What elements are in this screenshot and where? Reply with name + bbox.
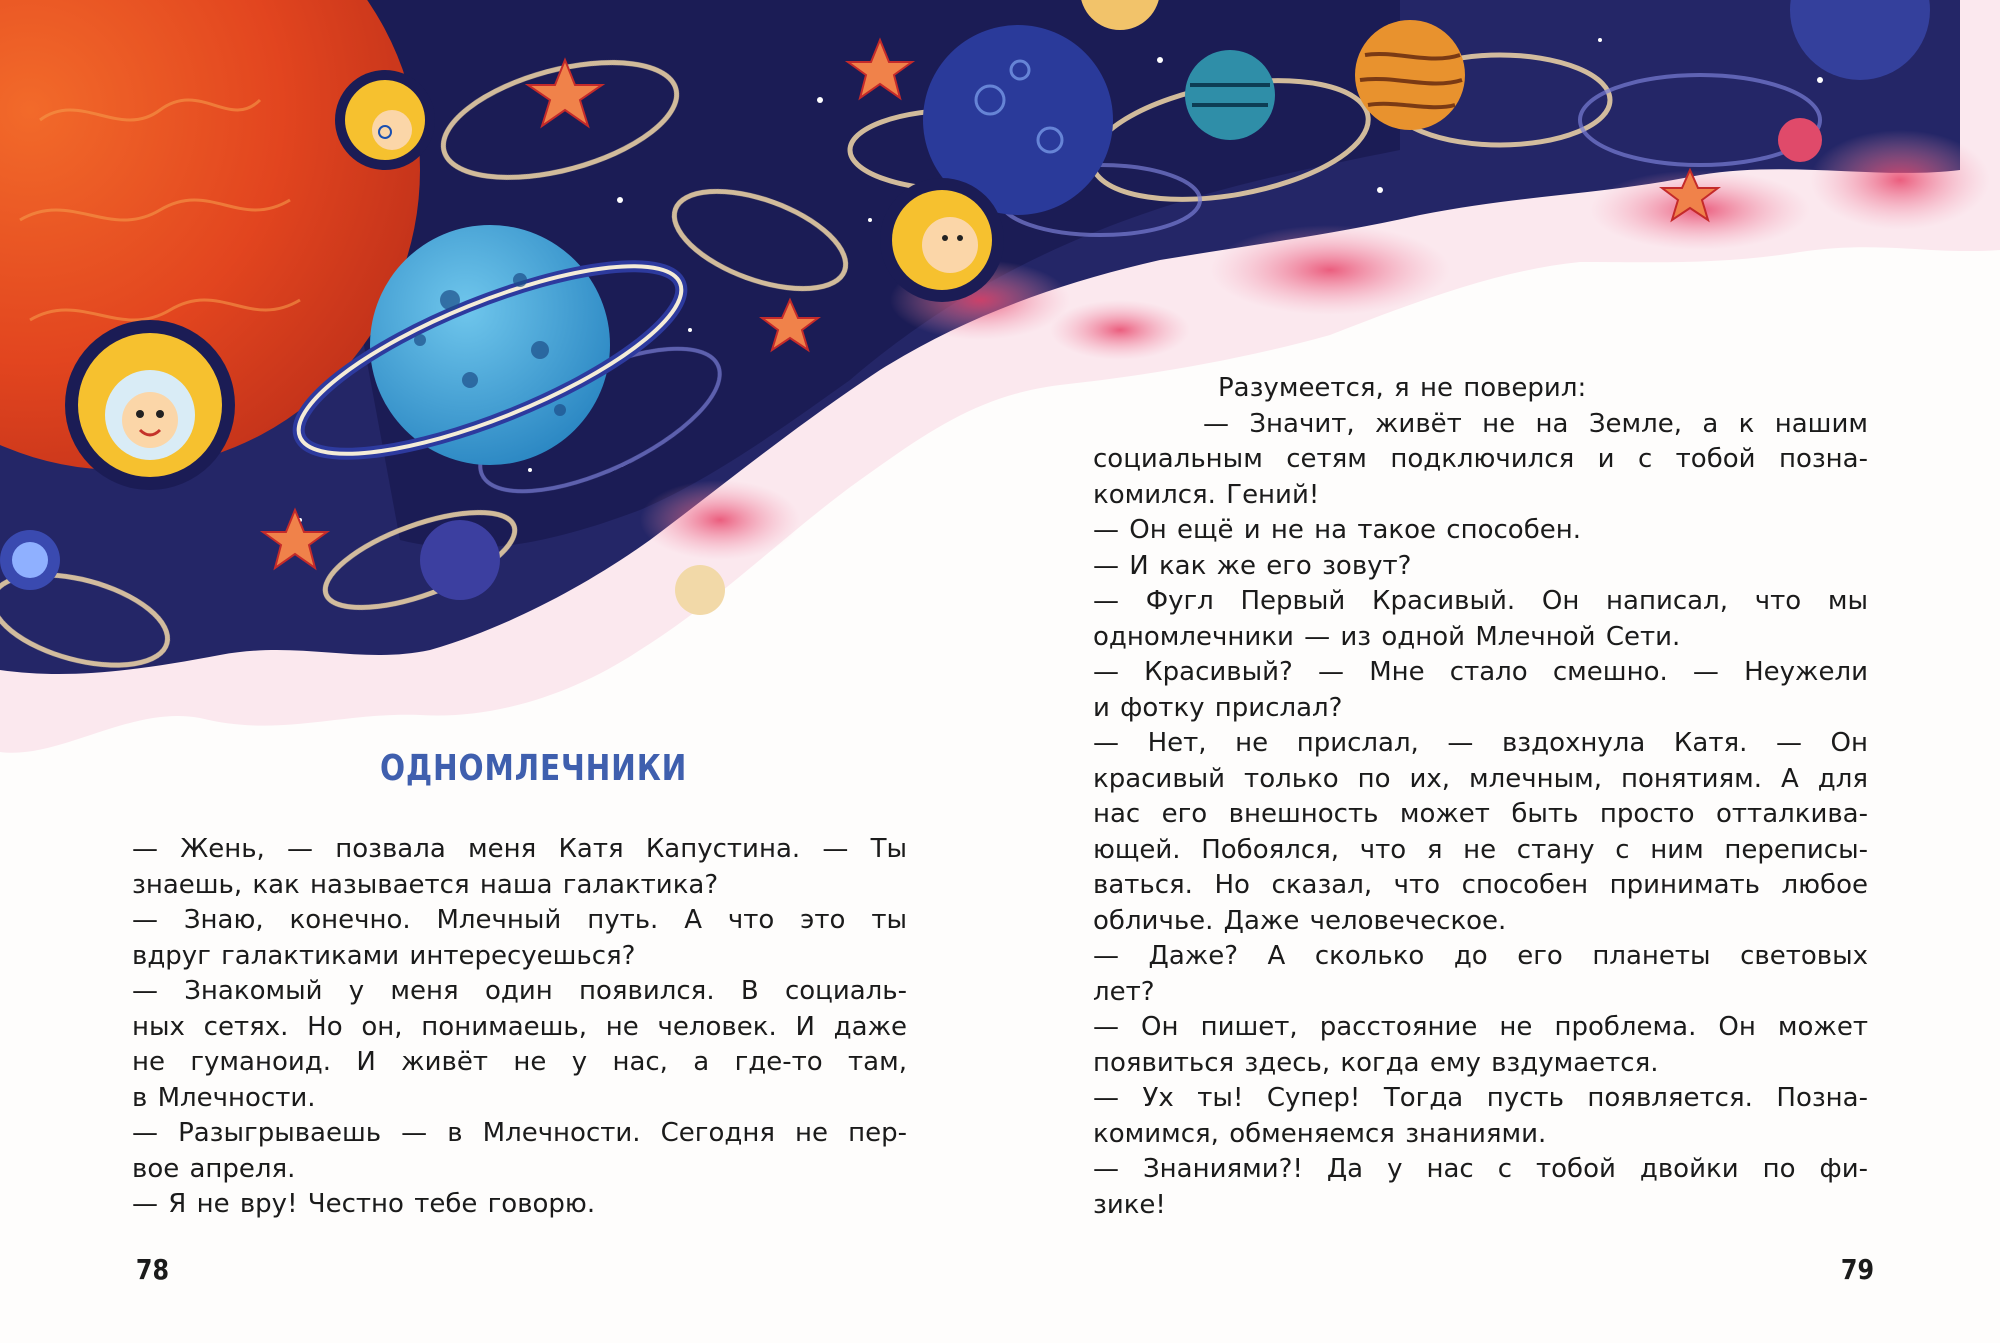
text-line: — Красивый? — Мне стало смешно. — Неужели [1093, 657, 1868, 687]
text-line: вдруг галактиками интересуешься? [132, 940, 636, 971]
text-line: вое апреля. [132, 1153, 296, 1184]
text-line: — Жень, — позвала меня Катя Капустина. — Ты [132, 834, 907, 864]
text-line: — Нет, не прислал, — вздохнула Катя. — Он [1093, 728, 1868, 758]
text-line: нас его внешность может быть просто отталкива- [1093, 799, 1868, 829]
text-line: социальным сетям подключился и с тобой позна- [1093, 444, 1868, 474]
page-number-right: 79 [1840, 1253, 1875, 1286]
text-line: — И как же его зовут? [1093, 550, 1412, 581]
text-line: — Он пишет, расстояние не проблема. Он может [1093, 1012, 1868, 1042]
text-line: — Разыгрываешь — в Млечности. Сегодня не пер- [132, 1118, 907, 1148]
text-line: не гуманоид. И живёт не у нас, а где-то там, [132, 1047, 907, 1077]
page-number-left: 78 [135, 1253, 170, 1286]
text-line: ных сетях. Но он, понимаешь, не человек. И даже [132, 1011, 907, 1042]
chapter-title: ОДНОМЛЕЧНИКИ [380, 748, 688, 789]
text-line: — Фугл Первый Красивый. Он написал, что мы [1093, 586, 1868, 616]
text-line: комимся, обменяемся знаниями. [1093, 1118, 1547, 1149]
right-page-text [1093, 371, 1868, 1223]
text-line: обличье. Даже человеческое. [1093, 905, 1507, 936]
text-line: и фотку прислал? [1093, 692, 1343, 723]
text-line: — Даже? А сколько до его планеты световых [1093, 941, 1868, 971]
text-line: — Знаниями?! Да у нас с тобой двойки по фи- [1093, 1154, 1868, 1184]
text-line: одномлечники — из одной Млечной Сети. [1093, 621, 1681, 652]
text-line: — Я не вру! Честно тебе говорю. [132, 1189, 596, 1219]
text-line: — Знаю, конечно. Млечный путь. А что это ты [132, 905, 907, 935]
text-line: — Ух ты! Супер! Тогда пусть появляется. Позна- [1093, 1083, 1868, 1113]
text-line: ваться. Но сказал, что способен принимать любое [1093, 870, 1868, 900]
text-line: в Млечности. [132, 1082, 316, 1113]
text-line: знаешь, как называется наша галактика? [132, 869, 719, 900]
text-line: красивый только по их, млечным, понятиям. А для [1093, 763, 1868, 794]
text-line: — Значит, живёт не на Земле, а к нашим [1203, 408, 1868, 439]
text-line: зике! [1093, 1189, 1166, 1220]
text-line: появиться здесь, когда ему вздумается. [1093, 1047, 1659, 1078]
text-line: Разумеется, я не поверил: [1218, 373, 1587, 403]
text-line: комился. Гений! [1093, 479, 1320, 510]
text-line: лет? [1093, 976, 1155, 1007]
text-line: — Знакомый у меня один появился. В социаль- [132, 976, 907, 1006]
left-page-text [132, 832, 907, 1223]
text-line: ющей. Побоялся, что я не стану с ним переписы- [1093, 834, 1868, 865]
text-line: — Он ещё и не на такое способен. [1093, 515, 1582, 545]
